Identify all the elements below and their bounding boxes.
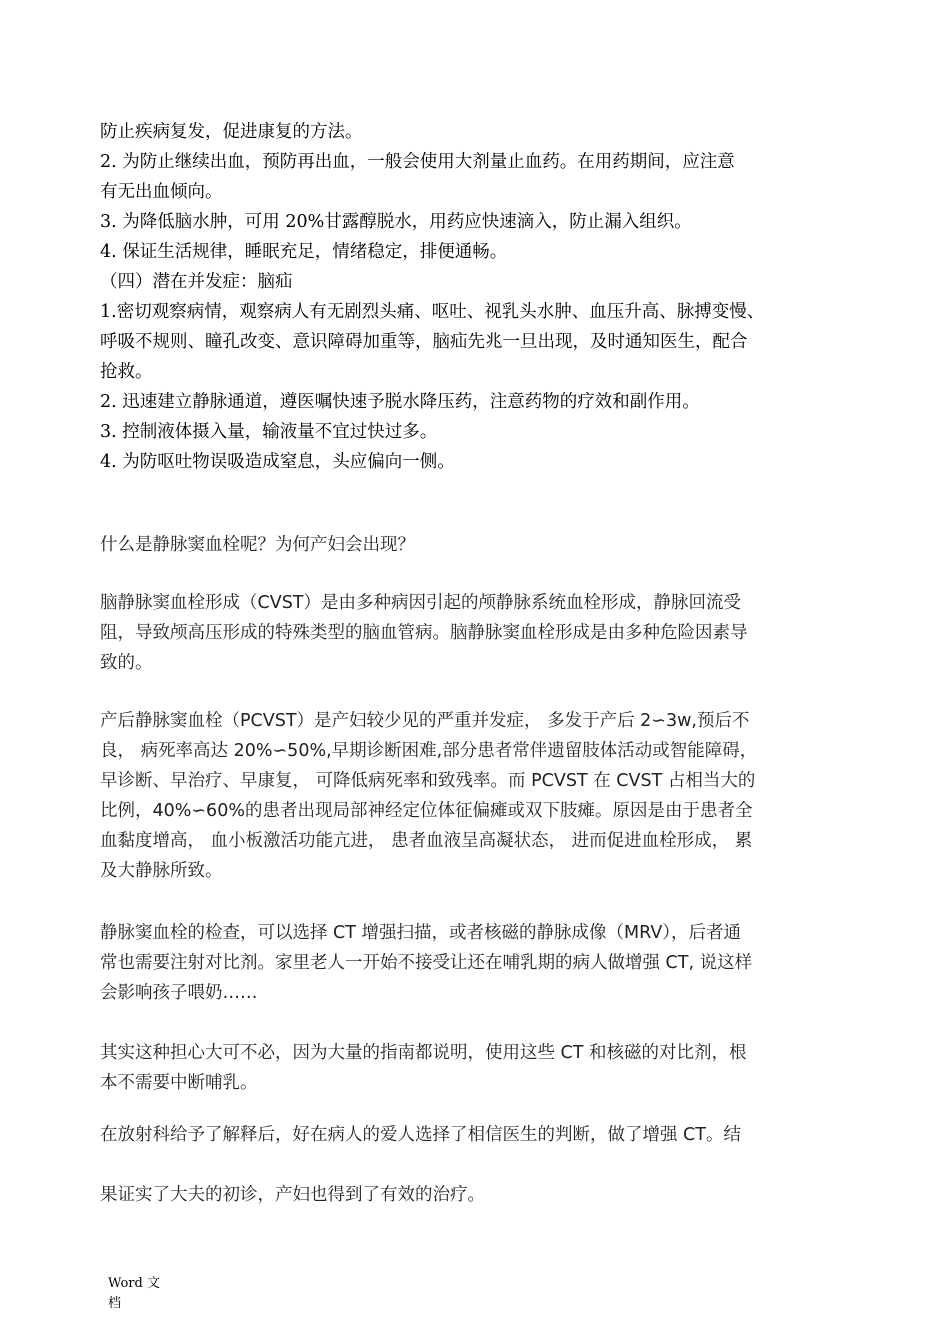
- question-heading: 什么是静脉窦血栓呢？为何产妇会出现？: [100, 535, 415, 555]
- text-line: 会影响孩子喂奶……: [100, 983, 258, 1003]
- text-line: 比例，40%∽60%的患者出现局部神经定位体征偏瘫或双下肢瘫。原因是由于患者全: [100, 801, 753, 821]
- text-line: 产后静脉窦血栓（PCVST）是产妇较少见的严重并发症， 多发于产后 2∽3w,预后不: [100, 711, 750, 731]
- text-line: 其实这种担心大可不必，因为大量的指南都说明，使用这些 CT 和核磁的对比剂，根: [100, 1043, 747, 1063]
- result-paragraph-line2: 果证实了大夫的初诊，产妇也得到了有效的治疗。: [100, 1185, 485, 1205]
- text-line: 本不需要中断哺乳。: [100, 1073, 258, 1093]
- worry-paragraph: [100, 1038, 850, 1098]
- text-line: 良， 病死率高达 20%∽50%,早期诊断困难,部分患者常伴遗留肢体活动或智能障碍，: [100, 741, 758, 761]
- text-line: 致的。: [100, 653, 153, 673]
- text-line: 血黏度增高， 血小板激活功能亢进， 患者血液呈高凝状态， 进而促进血栓形成， 累: [100, 831, 753, 851]
- nursing-measures-section: [100, 117, 870, 477]
- text-line: 抢救。: [100, 362, 153, 382]
- section-heading: （四）潜在并发症：脑疝: [100, 272, 293, 292]
- text-line: 阻，导致颅高压形成的特殊类型的脑血管病。脑静脉窦血栓形成是由多种危险因素导: [100, 623, 748, 643]
- text-line: 及大静脉所致。: [100, 861, 223, 881]
- text-line: 呼吸不规则、瞳孔改变、意识障碍加重等，脑疝先兆一旦出现，及时通知医生，配合: [100, 332, 748, 352]
- text-line: 防止疾病复发，促进康复的方法。: [100, 122, 363, 142]
- text-line: 常也需要注射对比剂。家里老人一开始不接受让还在哺乳期的病人做增强 CT, 说这样: [100, 953, 753, 973]
- text-line: 有无出血倾向。: [100, 182, 223, 202]
- text-line: 静脉窦血栓的检查，可以选择 CT 增强扫描，或者核磁的静脉成像（MRV），后者通: [100, 923, 742, 943]
- footer-line: Word 文: [108, 1276, 160, 1291]
- text-line: 2. 为防止继续出血，预防再出血，一般会使用大剂量止血药。在用药期间，应注意: [100, 152, 735, 172]
- text-line: 2. 迅速建立静脉通道，遵医嘱快速予脱水降压药，注意药物的疗效和副作用。: [100, 392, 700, 412]
- text-line: 4. 保证生活规律，睡眠充足，情绪稳定，排便通畅。: [100, 242, 508, 262]
- exam-paragraph: [100, 918, 850, 1008]
- text-line: 4. 为防呕吐物误吸造成窒息，头应偏向一侧。: [100, 452, 455, 472]
- text-line: 3. 为降低脑水肿，可用 20%甘露醇脱水，用药应快速滴入，防止漏入组织。: [100, 212, 692, 232]
- text-line: 脑静脉窦血栓形成（CVST）是由多种病因引起的颅静脉系统血栓形成，静脉回流受: [100, 593, 741, 613]
- pcvst-paragraph: [100, 706, 850, 886]
- footer-line: 档: [108, 1296, 122, 1311]
- page-footer: [108, 1274, 160, 1314]
- text-line: 1.密切观察病情，观察病人有无剧烈头痛、呕吐、视乳头水肿、血压升高、脉搏变慢、: [100, 302, 765, 322]
- text-line: 3. 控制液体摄入量，输液量不宜过快过多。: [100, 422, 438, 442]
- cvst-paragraph: [100, 588, 850, 678]
- text-line: 早诊断、早治疗、早康复， 可降低病死率和致残率。而 PCVST 在 CVST 占相当大的: [100, 771, 756, 791]
- result-paragraph-line1: 在放射科给予了解释后，好在病人的爱人选择了相信医生的判断，做了增强 CT。结: [100, 1125, 741, 1145]
